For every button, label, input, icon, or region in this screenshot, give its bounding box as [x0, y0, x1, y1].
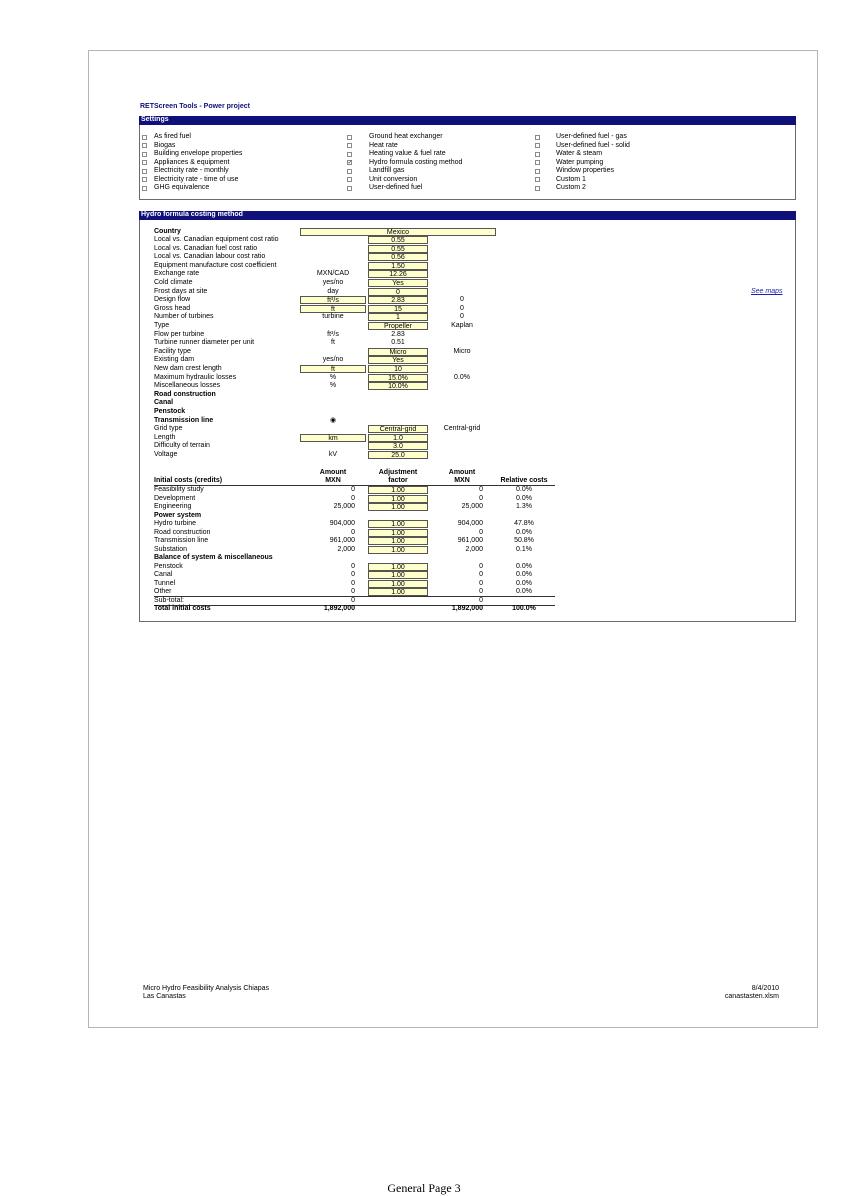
settings-checkbox[interactable] [535, 135, 540, 140]
amount2-unit-header: MXN [454, 477, 470, 484]
relative-cost: 50.8% [514, 537, 534, 544]
settings-checkbox[interactable] [142, 177, 147, 182]
page-title: RETScreen Tools - Power project [140, 103, 250, 110]
parameter-label: Facility type [154, 347, 191, 355]
adjustment-factor-input[interactable]: 1.00 [368, 495, 428, 503]
parameter-calculated: 0 [460, 304, 464, 312]
settings-option-label: Hydro formula costing method [369, 158, 463, 166]
parameter-label: Local vs. Canadian equipment cost ratio [154, 236, 279, 243]
parameter-label: Length [154, 433, 176, 441]
parameter-label: Frost days at site [154, 287, 208, 295]
parameter-value-input[interactable]: 10 [368, 365, 428, 373]
relative-cost: 0.0% [516, 588, 532, 595]
settings-checkbox[interactable] [142, 160, 147, 165]
parameter-value-input[interactable]: 15.0% [368, 374, 428, 382]
unit-selector[interactable]: ft³/s [300, 296, 366, 304]
parameter-label: Flow per turbine [154, 330, 205, 338]
cost-amount: 1,892,000 [323, 605, 355, 612]
check-mark-icon: ✓ [347, 159, 353, 166]
country-select[interactable]: Mexico [300, 228, 496, 236]
settings-option-label: User-defined fuel - solid [556, 141, 630, 149]
relative-cost: 1.3% [516, 503, 532, 510]
adjustment-factor-input[interactable]: 1.00 [368, 546, 428, 554]
cost-row-label: Balance of system & miscellaneous [154, 554, 273, 561]
parameter-label: Cold climate [154, 279, 193, 286]
cost-amount: 0 [351, 588, 355, 595]
settings-option-label: User-defined fuel [369, 184, 423, 191]
footer-date: 8/4/2010 [751, 985, 779, 992]
cost-row-label: Sub-total: [154, 596, 184, 604]
cost-amount-adjusted: 0 [479, 596, 483, 604]
relative-cost: 47.8% [514, 520, 534, 527]
cost-row-label: Tunnel [154, 579, 176, 587]
adjustment-header: Adjustment [378, 469, 418, 476]
adjustment-factor-input[interactable]: 1.00 [368, 486, 428, 494]
cost-amount-adjusted: 0 [479, 486, 483, 493]
parameter-label: Local vs. Canadian labour cost ratio [154, 253, 266, 261]
amount-unit-header: MXN [325, 477, 341, 484]
parameter-value: 0.51 [391, 339, 405, 347]
settings-checkbox[interactable] [142, 135, 147, 140]
settings-option-label: Window properties [556, 167, 614, 174]
cost-amount-adjusted: 0 [479, 588, 483, 595]
parameter-unit: % [329, 373, 337, 381]
settings-option-label: Water & steam [556, 150, 603, 157]
parameter-label: Number of turbines [154, 313, 214, 321]
cost-row-label: Development [154, 494, 196, 502]
cost-row-label: Canal [154, 571, 173, 578]
cost-row-label: Power system [154, 511, 202, 519]
cost-amount-adjusted: 0 [479, 528, 483, 536]
parameter-value-input[interactable]: 15 [368, 305, 428, 313]
amount2-header: Amount [448, 469, 476, 476]
parameter-label: Exchange rate [154, 270, 200, 278]
settings-checkbox[interactable] [535, 152, 540, 157]
cost-row-label: Substation [154, 545, 188, 553]
parameter-label: Type [154, 322, 170, 329]
settings-option-label: User-defined fuel - gas [556, 133, 627, 140]
cost-amount-adjusted: 0 [479, 579, 483, 587]
parameter-label: Local vs. Canadian fuel cost ratio [154, 244, 258, 252]
cost-row-label: Engineering [154, 503, 192, 510]
parameter-label: Penstock [154, 408, 186, 415]
adjustment-factor-input[interactable]: 1.00 [368, 563, 428, 571]
cost-amount-adjusted: 0 [479, 571, 483, 578]
parameter-value-input[interactable]: 25.0 [368, 451, 428, 459]
settings-option-label: Heat rate [369, 141, 398, 149]
settings-option-label: Building envelope properties [154, 150, 243, 157]
cost-amount: 25,000 [333, 503, 355, 510]
parameter-value-input[interactable]: 3.0 [368, 442, 428, 450]
relative-cost: 0.0% [516, 494, 532, 502]
parameter-value-input[interactable]: Propeller [368, 322, 428, 330]
parameter-value-input[interactable]: 1.0 [368, 434, 428, 442]
parameter-value-input[interactable]: 0.56 [368, 253, 428, 261]
initial-costs-header: Initial costs (credits) [154, 477, 223, 484]
settings-option-label: Heating value & fuel rate [369, 150, 446, 157]
settings-checkbox[interactable] [347, 186, 352, 191]
cost-amount: 0 [351, 571, 355, 578]
cost-amount-adjusted: 0 [479, 562, 483, 570]
parameter-value-input[interactable]: Micro [368, 348, 428, 356]
adjustment-factor-input[interactable]: 1.00 [368, 520, 428, 528]
cost-amount: 0 [351, 579, 355, 587]
parameter-value-input[interactable]: Central-grid [368, 425, 428, 433]
cost-amount: 961,000 [329, 537, 355, 544]
settings-option-label: Landfill gas [369, 167, 405, 174]
parameter-label: Equipment manufacture cost coefficient [154, 261, 277, 269]
parameter-label: Maximum hydraulic losses [154, 373, 237, 381]
parameter-calculated: Kaplan [451, 322, 473, 329]
parameter-unit: yes/no [322, 356, 344, 364]
settings-checkbox[interactable] [142, 169, 147, 174]
parameter-value-input[interactable]: 0.55 [368, 236, 428, 244]
parameter-value-input[interactable]: 12.26 [368, 270, 428, 278]
parameter-label: Miscellaneous losses [154, 382, 221, 390]
settings-option-label: As fired fuel [154, 133, 191, 140]
parameter-label: New dam crest length [154, 365, 222, 372]
settings-checkbox[interactable] [535, 160, 540, 165]
adjustment-factor-input[interactable]: 1.00 [368, 571, 428, 579]
country-label: Country [154, 228, 181, 235]
parameter-label: Transmission line [154, 416, 214, 424]
parameter-unit: day [327, 287, 339, 295]
spreadsheet-page [88, 50, 818, 1028]
settings-option-label: Water pumping [556, 158, 604, 166]
parameter-calculated: Central-grid [443, 425, 481, 433]
cost-amount-adjusted: 904,000 [457, 520, 483, 527]
settings-checkbox[interactable] [347, 135, 352, 140]
settings-checkbox[interactable] [347, 152, 352, 157]
settings-option-label: Biogas [154, 141, 176, 149]
parameter-unit: ft³/s [327, 330, 339, 338]
relative-costs-header: Relative costs [500, 477, 548, 484]
footer-location: Las Canastas [143, 993, 186, 1000]
parameter-unit: kV [328, 451, 338, 458]
cost-amount-adjusted: 961,000 [457, 537, 483, 544]
parameter-unit: ◉ [329, 416, 337, 424]
parameter-value: 2.83 [391, 330, 405, 338]
parameter-value-input[interactable]: 10.0% [368, 382, 428, 390]
cost-row-label: Other [154, 588, 172, 595]
settings-option-label: Custom 1 [556, 175, 586, 183]
parameter-label: Canal [154, 399, 174, 407]
parameter-label: Existing dam [154, 356, 195, 364]
footer-project-name: Micro Hydro Feasibility Analysis Chiapas [143, 985, 270, 992]
parameter-calculated: 0 [460, 296, 464, 304]
settings-header: Settings [139, 116, 796, 125]
cost-amount: 904,000 [329, 520, 355, 527]
settings-option-label: Appliances & equipment [154, 158, 230, 166]
parameter-calculated: 0.0% [454, 373, 470, 381]
adjustment-factor-input[interactable]: 1.00 [368, 529, 428, 537]
cost-amount-adjusted: 1,892,000 [451, 605, 483, 612]
settings-panel [139, 125, 796, 200]
footer-filename: canastasten.xlsm [724, 993, 779, 1000]
settings-checkbox[interactable] [142, 152, 147, 157]
settings-checkbox[interactable] [347, 177, 352, 182]
parameter-calculated: Micro [453, 347, 471, 355]
settings-checkbox[interactable] [535, 186, 540, 191]
parameter-unit: turbine [322, 313, 344, 321]
cost-row-label: Penstock [154, 562, 183, 570]
parameter-label: Turbine runner diameter per unit [154, 339, 255, 347]
parameter-unit: yes/no [322, 279, 344, 286]
unit-selector[interactable]: ft [300, 365, 366, 373]
relative-cost: 0.1% [516, 545, 532, 553]
relative-cost: 100.0% [512, 605, 536, 612]
settings-checkbox[interactable] [347, 143, 352, 148]
parameter-value-input[interactable]: 0 [368, 288, 428, 296]
unit-selector[interactable]: km [300, 434, 366, 442]
parameter-value-input[interactable]: Yes [368, 279, 428, 287]
cost-amount-adjusted: 25,000 [461, 503, 483, 510]
cost-row-label: Hydro turbine [154, 520, 197, 527]
adjustment-factor-input[interactable]: 1.00 [368, 588, 428, 596]
cost-row-label: Transmission line [154, 537, 209, 544]
cost-amount-adjusted: 2,000 [465, 545, 483, 553]
parameter-label: Gross head [154, 304, 191, 312]
cost-row-label: Total initial costs [154, 605, 211, 612]
settings-option-label: Ground heat exchanger [369, 133, 443, 140]
relative-cost: 0.0% [516, 486, 532, 493]
settings-checkbox[interactable] [535, 143, 540, 148]
parameter-value-input[interactable]: 1.50 [368, 262, 428, 270]
settings-option-label: Custom 2 [556, 184, 586, 191]
adjustment-factor-input[interactable]: 1.00 [368, 537, 428, 545]
parameter-label: Grid type [154, 425, 183, 433]
settings-checkbox[interactable] [142, 143, 147, 148]
hydro-header: Hydro formula costing method [139, 211, 796, 220]
settings-option-label: Electricity rate - monthly [154, 167, 229, 174]
adjustment-factor-input[interactable]: 1.00 [368, 580, 428, 588]
amount-header: Amount [319, 469, 347, 476]
parameter-value-input[interactable]: 0.55 [368, 245, 428, 253]
settings-checkbox[interactable] [347, 169, 352, 174]
settings-option-label: Electricity rate - time of use [154, 175, 239, 183]
relative-cost: 0.0% [516, 579, 532, 587]
see-maps-link[interactable]: See maps [751, 288, 783, 295]
parameter-label: Road construction [154, 390, 216, 398]
cost-row-label: Road construction [154, 528, 211, 536]
page-footer: General Page 3 [387, 1181, 461, 1195]
cost-amount: 0 [351, 596, 355, 604]
parameter-label: Voltage [154, 451, 178, 458]
factor-header: factor [388, 477, 408, 484]
parameter-value-input[interactable]: Yes [368, 356, 428, 364]
parameter-calculated: 0 [460, 313, 464, 321]
relative-cost: 0.0% [516, 528, 532, 536]
adjustment-factor-input[interactable]: 1.00 [368, 503, 428, 511]
unit-selector[interactable]: ft [300, 305, 366, 313]
cost-amount: 2,000 [337, 545, 355, 553]
cost-amount: 0 [351, 486, 355, 493]
parameter-value-input[interactable]: 1 [368, 313, 428, 321]
parameter-label: Design flow [154, 296, 191, 304]
parameter-label: Difficulty of terrain [154, 442, 210, 450]
relative-cost: 0.0% [516, 571, 532, 578]
settings-option-label: Unit conversion [369, 175, 418, 183]
cost-amount: 0 [351, 494, 355, 502]
parameter-unit: MXN/CAD [316, 270, 350, 278]
settings-checkbox[interactable] [535, 177, 540, 182]
settings-option-label: GHG equivalence [154, 184, 210, 191]
cost-amount: 0 [351, 528, 355, 536]
parameter-unit: ft [331, 339, 335, 347]
parameter-unit: % [329, 382, 337, 390]
relative-cost: 0.0% [516, 562, 532, 570]
cost-amount: 0 [351, 562, 355, 570]
parameter-value-input[interactable]: 2.83 [368, 296, 428, 304]
settings-checkbox[interactable] [535, 169, 540, 174]
cost-amount-adjusted: 0 [479, 494, 483, 502]
cost-row-label: Feasibility study [154, 486, 204, 493]
settings-checkbox[interactable] [142, 186, 147, 191]
